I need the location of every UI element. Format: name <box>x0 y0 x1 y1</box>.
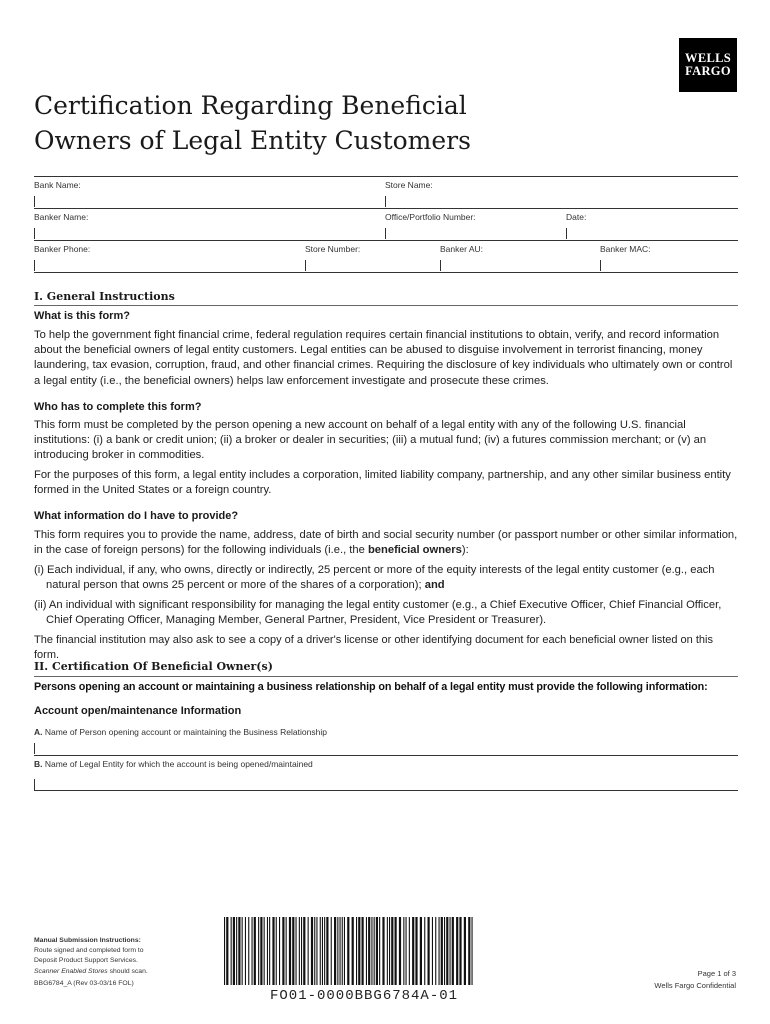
scanner-rest: should scan. <box>107 968 148 975</box>
field-b-input[interactable] <box>34 779 35 790</box>
barcode-bar <box>334 917 336 985</box>
manual-submission-title: Manual Submission Instructions: <box>34 937 141 944</box>
paragraph-legal-entity-definition: For the purposes of this form, a legal entity includes a corporation, limited liability company, partnership, and any other similar business entity formed in the United States or a foreign country. <box>34 469 731 497</box>
office-portfolio-field[interactable] <box>385 228 386 239</box>
barcode-bar <box>456 917 458 985</box>
section-2-intro: Persons opening an account or maintaining a business relationship on behalf of a legal entity must provide the following information: <box>34 681 708 693</box>
barcode-bar <box>258 917 259 985</box>
barcode-bar <box>314 917 315 985</box>
barcode-bar <box>344 917 345 985</box>
barcode-bar <box>303 917 305 985</box>
bank-name-field[interactable] <box>34 196 35 207</box>
confidential-label: Wells Fargo Confidential <box>654 981 736 990</box>
barcode-bar <box>316 917 317 985</box>
question-what-information: What information do I have to provide? <box>34 510 239 522</box>
scanner-stores: Scanner Enabled Stores <box>34 968 108 975</box>
barcode-bar <box>289 917 291 985</box>
barcode-bar <box>224 917 225 985</box>
barcode-bar <box>358 917 360 985</box>
barcode-bar <box>342 917 343 985</box>
page-number: Page 1 of 3 <box>697 969 736 978</box>
barcode-bar <box>406 917 407 985</box>
field-a-input[interactable] <box>34 743 35 754</box>
info-text-b: ): <box>461 544 469 557</box>
barcode-bar <box>286 917 287 985</box>
barcode-bar <box>399 917 401 985</box>
item-i-text: (i) Each individual, if any, who owns, directly or indirectly, 25 percent or more of the equity interests of the legal entity customer (e.g., each natural person that owns 25 percent or more of the shares of a corporation); <box>34 564 715 592</box>
barcode-bar <box>376 917 378 985</box>
banker-mac-label: Banker MAC: <box>600 244 651 254</box>
paragraph-purpose: To help the government fight financial crime, federal regulation requires certain financial institutions to obtain, verify, and record information about the beneficial owners of legal entity customers. Legal entities can be abused to disguise involvement in terrorist financing, money laundering, tax evasion, corruption, fraud, and other financial crimes. Requiring the disclosure of key individuals who ultimately own or control a legal entity (i.e., the beneficial owners) helps law enforcement investigate and prosecute these crimes. <box>34 329 733 387</box>
section-2-heading: II. Certification Of Beneficial Owner(s) <box>34 660 273 673</box>
barcode-bar <box>233 917 235 985</box>
rule-top <box>34 176 738 177</box>
barcode-bar <box>231 917 232 985</box>
barcode-bar <box>362 917 364 985</box>
rule-row-1 <box>34 208 738 209</box>
barcode-bar <box>324 917 325 985</box>
title-line-1: Certification Regarding Beneficial <box>34 91 467 120</box>
rule-row-2 <box>34 240 738 241</box>
barcode-bar <box>464 917 466 985</box>
barcode-bar <box>264 917 265 985</box>
rule-row-3 <box>34 272 738 273</box>
barcode-bar <box>340 917 341 985</box>
barcode-bar <box>389 917 390 985</box>
manual-line-2: Deposit Product Support Services. <box>34 957 138 964</box>
barcode-bar <box>299 917 300 985</box>
barcode-bar <box>252 917 253 985</box>
banker-name-label: Banker Name: <box>34 212 89 222</box>
field-a-label <box>34 727 327 737</box>
barcode-bar <box>282 917 284 985</box>
barcode-bar <box>245 917 246 985</box>
paragraph-information-required <box>34 528 739 558</box>
barcode-bar <box>272 917 274 985</box>
barcode-bar <box>248 917 249 985</box>
banker-phone-label: Banker Phone: <box>34 244 91 254</box>
barcode-bar <box>428 917 430 985</box>
barcode-bar <box>432 917 433 985</box>
barcode-bar <box>276 917 277 985</box>
barcode <box>222 917 477 985</box>
barcode-bar <box>472 917 473 985</box>
office-portfolio-label: Office/Portfolio Number: <box>385 212 476 222</box>
field-b-letter: B. <box>34 759 43 769</box>
barcode-text: FO01-0000BBG6784A-01 <box>270 988 459 1004</box>
banker-au-field[interactable] <box>440 260 441 271</box>
barcode-bar <box>371 917 372 985</box>
date-field[interactable] <box>566 228 567 239</box>
field-a-text: Name of Person opening account or maintaining the Business Relationship <box>42 727 327 737</box>
banker-name-field[interactable] <box>34 228 35 239</box>
store-name-label: Store Name: <box>385 180 433 190</box>
barcode-bar <box>236 917 237 985</box>
barcode-bar <box>326 917 328 985</box>
form-code: BBG6784_A (Rev 03-03/16 FOL) <box>34 980 134 987</box>
barcode-bar <box>441 917 443 985</box>
account-info-heading: Account open/maintenance Information <box>34 705 242 717</box>
barcode-bar <box>379 917 380 985</box>
barcode-bar <box>352 917 354 985</box>
wells-fargo-logo <box>679 38 737 92</box>
banker-phone-field[interactable] <box>34 260 35 271</box>
barcode-bar <box>368 917 370 985</box>
field-b-rule <box>34 790 738 791</box>
barcode-bar <box>403 917 404 985</box>
barcode-bar <box>439 917 440 985</box>
section-2-rule <box>34 676 738 677</box>
barcode-bar <box>459 917 461 985</box>
barcode-bar <box>391 917 393 985</box>
barcode-bar <box>382 917 384 985</box>
barcode-bar <box>366 917 367 985</box>
barcode-bar <box>269 917 270 985</box>
field-a-letter: A. <box>34 727 43 737</box>
barcode-bar <box>435 917 436 985</box>
logo-line-1: WELLS <box>685 51 731 65</box>
barcode-bar <box>337 917 338 985</box>
barcode-bar <box>320 917 321 985</box>
barcode-bar <box>412 917 414 985</box>
banker-au-label: Banker AU: <box>440 244 483 254</box>
barcode-bar <box>279 917 280 985</box>
barcode-bar <box>356 917 357 985</box>
store-number-field[interactable] <box>305 260 306 271</box>
item-i-and: and <box>424 579 445 592</box>
scanner-note <box>34 967 148 977</box>
section-1-heading: I. General Instructions <box>34 290 175 303</box>
paragraph-who-completes: This form must be completed by the person opening a new account on behalf of a legal entity with any of the following U.S. financial institutions: (i) a bank or credit union; (ii) a broker or dealer in securities; (iii) a mutual fund; (iv) a futures commission merchant; or (v) an introducing broker in commodities. <box>34 419 707 462</box>
barcode-bar <box>450 917 451 985</box>
barcode-bar <box>387 917 388 985</box>
barcode-bar <box>296 917 297 985</box>
barcode-bar <box>446 917 448 985</box>
store-name-field[interactable] <box>385 196 386 207</box>
manual-line-1: Route signed and completed form to <box>34 947 144 954</box>
bank-name-label: Bank Name: <box>34 180 81 190</box>
barcode-bar <box>292 917 294 985</box>
banker-mac-field[interactable] <box>600 260 601 271</box>
barcode-bar <box>395 917 397 985</box>
barcode-bar <box>254 917 256 985</box>
field-a-rule <box>34 755 738 756</box>
barcode-bar <box>424 917 425 985</box>
barcode-bar <box>468 917 470 985</box>
item-i-ownership <box>34 563 739 593</box>
barcode-bar <box>444 917 445 985</box>
date-label: Date: <box>566 212 587 222</box>
barcode-bar <box>347 917 349 985</box>
barcode-bar <box>322 917 323 985</box>
field-b-label <box>34 759 313 769</box>
barcode-bar <box>331 917 332 985</box>
barcode-bar <box>308 917 309 985</box>
barcode-bar <box>267 917 268 985</box>
logo-line-2: FARGO <box>685 64 731 78</box>
question-what-form: What is this form? <box>34 310 130 322</box>
barcode-bar <box>226 917 228 985</box>
barcode-bar <box>311 917 313 985</box>
barcode-bar <box>242 917 243 985</box>
item-ii-control: (ii) An individual with significant responsibility for managing the legal entity customer (e.g., a Chief Executive Officer, Chief Financial Officer, Chief Operating Officer, Managing Member, General Partner, President, Vice President or Treasurer). <box>34 599 722 627</box>
paragraph-identification: The financial institution may also ask to see a copy of a driver's license or other identifying document for each beneficial owner listed on this form. <box>34 634 713 662</box>
form-title <box>34 88 471 158</box>
barcode-bar <box>415 917 417 985</box>
store-number-label: Store Number: <box>305 244 361 254</box>
info-text-a: This form requires you to provide the name, address, date of birth and social security number (or passport number or other similar information, in the case of foreign persons) for the following individuals (i.e., the <box>34 529 738 557</box>
field-b-text: Name of Legal Entity for which the account is being opened/maintained <box>42 759 313 769</box>
question-who-completes: Who has to complete this form? <box>34 401 202 413</box>
barcode-bar <box>374 917 375 985</box>
info-text-beneficial-owners: beneficial owners <box>367 544 462 557</box>
barcode-bar <box>301 917 302 985</box>
title-line-2: Owners of Legal Entity Customers <box>34 126 471 155</box>
barcode-bar <box>409 917 410 985</box>
barcode-bar <box>238 917 240 985</box>
section-1-rule <box>34 305 738 306</box>
barcode-bar <box>420 917 422 985</box>
barcode-bar <box>452 917 454 985</box>
barcode-bar <box>260 917 262 985</box>
